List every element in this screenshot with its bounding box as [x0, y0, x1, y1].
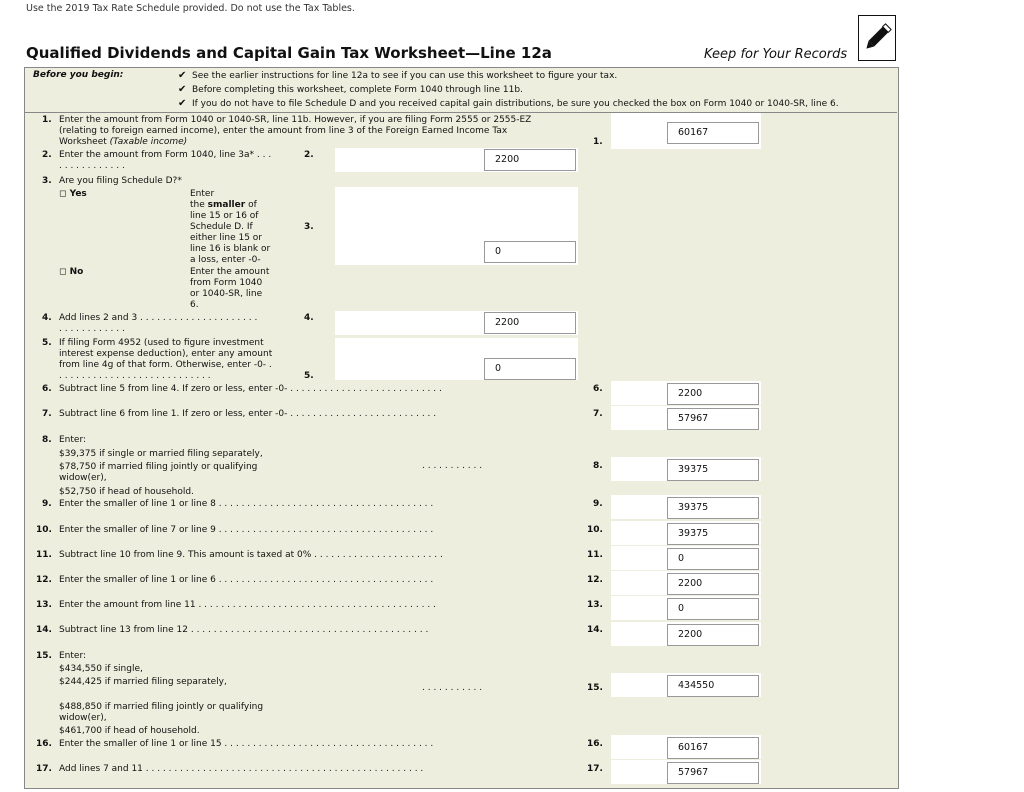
line-15-t5: widow(er), — [59, 713, 107, 723]
line-13-number: 13. — [36, 600, 52, 610]
no-label: No — [69, 267, 84, 277]
no-t2: from Form 1040 — [190, 278, 263, 288]
line-15-text-b — [59, 702, 263, 737]
check-mark-icon: ✔ — [178, 70, 187, 81]
line-15-t4: $488,850 if married filing jointly or qualifying — [59, 702, 264, 712]
line-13-ref: 13. — [587, 600, 603, 610]
line-15-dots: . . . . . . . . . . . — [422, 683, 483, 693]
line-1-text-3 — [59, 137, 187, 148]
line-1-number: 1. — [42, 115, 52, 125]
line-7-amount-field[interactable]: 57967 — [667, 408, 759, 430]
line-14-number: 14. — [36, 625, 52, 635]
yes-t5: either line 15 or — [190, 233, 262, 243]
line-4-ref: 4. — [304, 313, 314, 323]
line-17-amount-field[interactable]: 57967 — [667, 762, 759, 784]
before-you-begin-label: Before you begin: — [33, 70, 124, 80]
yes-instruction — [190, 189, 270, 266]
line-8-t1: Enter: — [59, 435, 87, 445]
line-13-text: Enter the amount from line 11 . . . . . . . . . . . . . . . . . . . . . . . . . . . . . . . . . . . . . . . . . . — [59, 600, 436, 610]
line-11-amount-field[interactable]: 0 — [667, 548, 759, 570]
line-12-ref: 12. — [587, 575, 603, 585]
no-t1: Enter the amount — [190, 267, 270, 277]
page-title: Qualified Dividends and Capital Gain Tax Worksheet—Line 12a — [26, 44, 552, 62]
yes-t2 — [190, 200, 270, 211]
line-15-t3: $244,425 if married filing separately, — [59, 677, 227, 687]
yes-t2b: smaller — [207, 200, 246, 210]
line-9-amount-field[interactable]: 39375 — [667, 497, 759, 519]
line-6-number: 6. — [42, 384, 52, 394]
check-mark-icon: ✔ — [178, 84, 187, 95]
checklist-item-2 — [178, 84, 523, 95]
line-1-taxable-income: (Taxable income) — [109, 137, 188, 147]
line-9-ref: 9. — [593, 499, 603, 509]
line-5-t1: If filing Form 4952 (used to figure investment — [59, 338, 264, 348]
line-15-t1: Enter: — [59, 651, 87, 661]
line-17-number: 17. — [36, 764, 52, 774]
yes-t3: line 15 or 16 of — [190, 211, 259, 221]
line-15-ref: 15. — [587, 683, 603, 693]
line-1-text-2: (relating to foreign earned income), enter the amount from line 3 of the Foreign Earned Income Tax — [59, 126, 508, 136]
line-5-text — [59, 338, 272, 382]
line-7-ref: 7. — [593, 409, 603, 419]
line-8-ref: 8. — [593, 461, 603, 471]
line-2-amount-field[interactable]: 2200 — [484, 149, 576, 171]
yes-checkbox[interactable]: ◻ — [59, 189, 67, 199]
line-5-number: 5. — [42, 338, 52, 348]
line-15-t6: $461,700 if head of household. — [59, 726, 200, 736]
checklist-text: If you do not have to file Schedule D and you received capital gain distributions, be sure you checked the box on Form 1040 or 1040-SR, line 6. — [192, 99, 839, 109]
line-5-amount-field[interactable]: 0 — [484, 358, 576, 380]
line-17-ref: 17. — [587, 764, 603, 774]
line-2-text: Enter the amount from Form 1040, line 3a* . . . — [59, 150, 272, 160]
line-5-t2: interest expense deduction), enter any amount — [59, 349, 273, 359]
checklist-text: Before completing this worksheet, complete Form 1040 through line 11b. — [192, 85, 523, 95]
line-8-amount-field[interactable]: 39375 — [667, 459, 759, 481]
no-checkbox[interactable]: ◻ — [59, 267, 67, 277]
line-2-ref: 2. — [304, 150, 314, 160]
checklist-item-1 — [178, 70, 617, 81]
line-8-number: 8. — [42, 435, 52, 445]
line-4-dots: . . . . . . . . . . . . — [59, 324, 125, 334]
line-1-amount-field[interactable]: 60167 — [667, 122, 759, 144]
line-9-text: Enter the smaller of line 1 or line 8 . . . . . . . . . . . . . . . . . . . . . . . . . . . . . . . . . . . . . . — [59, 499, 434, 509]
line-15-amount-field[interactable]: 434550 — [667, 675, 759, 697]
line-3-text: Are you filing Schedule D?* — [59, 176, 182, 186]
line-4-number: 4. — [42, 313, 52, 323]
yes-t7: a loss, enter -0- — [190, 255, 261, 265]
no-t4: 6. — [190, 300, 199, 310]
schedule-d-no-option[interactable] — [59, 267, 83, 278]
line-7-number: 7. — [42, 409, 52, 419]
yes-t1: Enter — [190, 189, 215, 199]
line-8-t5: $52,750 if head of household. — [59, 487, 194, 497]
line-14-amount-field[interactable]: 2200 — [667, 624, 759, 646]
line-16-amount-field[interactable]: 60167 — [667, 737, 759, 759]
line-15-number: 15. — [36, 651, 52, 661]
line-10-amount-field[interactable]: 39375 — [667, 523, 759, 545]
line-4-amount-field[interactable]: 2200 — [484, 312, 576, 334]
line-6-ref: 6. — [593, 384, 603, 394]
line-16-number: 16. — [36, 739, 52, 749]
checklist-item-3 — [178, 98, 839, 109]
instruction-note: Use the 2019 Tax Rate Schedule provided. Do not use the Tax Tables. — [26, 3, 355, 14]
line-10-ref: 10. — [587, 525, 603, 535]
line-1-ref: 1. — [593, 137, 603, 147]
line-5-ref: 5. — [304, 371, 314, 381]
keep-for-records: Keep for Your Records — [704, 47, 848, 62]
yes-t2a: the — [190, 200, 205, 210]
line-3-number: 3. — [42, 176, 52, 186]
line-4-text: Add lines 2 and 3 . . . . . . . . . . . . . . . . . . . . . — [59, 313, 258, 323]
yes-t6: line 16 is blank or — [190, 244, 271, 254]
line-10-text: Enter the smaller of line 7 or line 9 . . . . . . . . . . . . . . . . . . . . . . . . . . . . . . . . . . . . . . — [59, 525, 434, 535]
line-5-t3: from line 4g of that form. Otherwise, enter -0- . — [59, 360, 272, 370]
line-16-ref: 16. — [587, 739, 603, 749]
line-8-t3: $78,750 if married filing jointly or qualifying — [59, 462, 258, 472]
line-3-amount-field[interactable]: 0 — [484, 241, 576, 263]
line-16-text: Enter the smaller of line 1 or line 15 . . . . . . . . . . . . . . . . . . . . . . . . . . . . . . . . . . . . . — [59, 739, 434, 749]
line-1-worksheet: Worksheet — [59, 137, 107, 147]
line-15-t2: $434,550 if single, — [59, 664, 143, 674]
line-6-text: Subtract line 5 from line 4. If zero or less, enter -0- . . . . . . . . . . . . . . . . . . . . . . . . . . . — [59, 384, 442, 394]
no-t3: or 1040-SR, line — [190, 289, 263, 299]
line-17-text: Add lines 7 and 11 . . . . . . . . . . . . . . . . . . . . . . . . . . . . . . . . . . . . . . . . . . . . . . . . . — [59, 764, 424, 774]
line-1-text: Enter the amount from Form 1040 or 1040-SR, line 11b. However, if you are filing Form 2555 or 2555-EZ — [59, 115, 532, 125]
line-7-text: Subtract line 6 from line 1. If zero or less, enter -0- . . . . . . . . . . . . . . . . . . . . . . . . . . — [59, 409, 437, 419]
line-2-dots: . . . . . . . . . . . . — [59, 161, 125, 171]
line-6-amount-field[interactable]: 2200 — [667, 383, 759, 405]
line-3-ref: 3. — [304, 222, 314, 232]
line-8-dots: . . . . . . . . . . . — [422, 461, 483, 471]
schedule-d-yes-option[interactable] — [59, 189, 87, 200]
line-14-text: Subtract line 13 from line 12 . . . . . . . . . . . . . . . . . . . . . . . . . . . . . . . . . . . . . . . . . . — [59, 625, 429, 635]
line-9-number: 9. — [42, 499, 52, 509]
line-12-number: 12. — [36, 575, 52, 585]
yes-t2c: of — [248, 200, 257, 210]
line-13-amount-field[interactable]: 0 — [667, 598, 759, 620]
line-2-number: 2. — [42, 150, 52, 160]
line-8-text — [59, 435, 263, 498]
checklist-text: See the earlier instructions for line 12a to see if you can use this worksheet to figure your tax. — [192, 71, 618, 81]
line-11-number: 11. — [36, 550, 52, 560]
line-8-t4: widow(er), — [59, 473, 107, 483]
line-11-ref: 11. — [587, 550, 603, 560]
line-8-t2: $39,375 if single or married filing separately, — [59, 449, 263, 459]
no-instruction — [190, 267, 269, 311]
line-14-ref: 14. — [587, 625, 603, 635]
yes-t4: Schedule D. If — [190, 222, 253, 232]
line-12-amount-field[interactable]: 2200 — [667, 573, 759, 595]
line-12-text: Enter the smaller of line 1 or line 6 . . . . . . . . . . . . . . . . . . . . . . . . . . . . . . . . . . . . . . — [59, 575, 434, 585]
line-15-text — [59, 651, 227, 688]
line-11-text: Subtract line 10 from line 9. This amount is taxed at 0% . . . . . . . . . . . . . . . . . . . . . . . — [59, 550, 443, 560]
check-mark-icon: ✔ — [178, 98, 187, 109]
yes-label: Yes — [69, 189, 87, 199]
line-5-dots: . . . . . . . . . . . . . . . . . . . . . . . . . . . — [59, 371, 211, 381]
pencil-icon — [858, 15, 896, 61]
line-10-number: 10. — [36, 525, 52, 535]
